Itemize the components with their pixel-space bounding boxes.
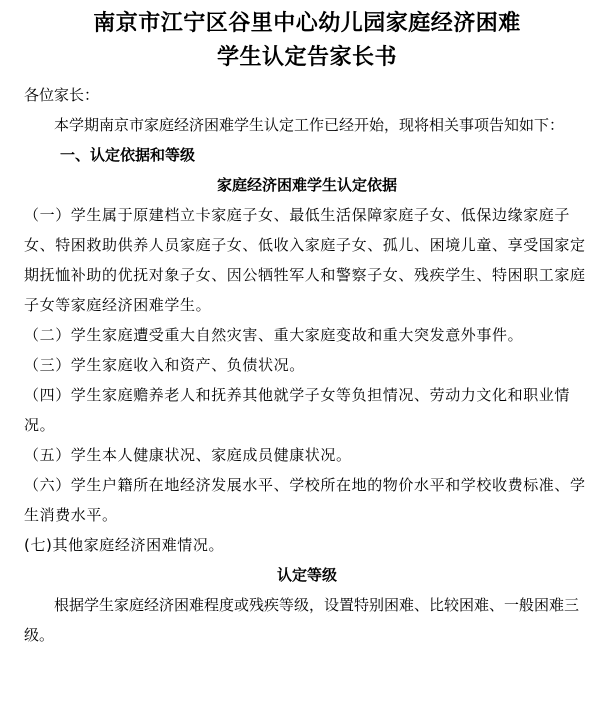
document-title-line-2: 学生认定告家长书 [216,44,397,70]
basis-item-1: （一）学生属于原建档立卡家庭子女、最低生活保障家庭子女、低保边缘家庭子女、特困救助供养人员家庭子女、低收入家庭子女、孤儿、困境儿童、享受国家定期抚恤补助的优抚对象子女、因公牺牲军人和警察子女、残疾学生、特困职工家庭子女等家庭经济困难学生。 [24,206,586,314]
level-paragraph: 根据学生家庭经济困难程度或残疾等级，设置特别困难、比较困难、一般困难三级。 [24,596,580,644]
intro-paragraph: 本学期南京市家庭经济困难学生认定工作已经开始，现将相关事项告知如下： [54,116,565,134]
basis-item-7: (七)其他家庭经济困难情况。 [24,536,225,554]
document-title-line-1: 南京市江宁区谷里中心幼儿园家庭经济困难 [93,10,521,36]
basis-heading: 家庭经济困难学生认定依据 [216,176,397,194]
basis-item-6: （六）学生户籍所在地经济发展水平、学校所在地的物价水平和学校收费标准、学生消费水平。 [24,476,586,524]
basis-item-2: （二）学生家庭遭受重大自然灾害、重大家庭变故和重大突发意外事件。 [24,326,524,344]
basis-item-3: （三）学生家庭收入和资产、负债状况。 [24,356,305,374]
level-heading: 认定等级 [276,566,337,584]
basis-item-4: （四）学生家庭赡养老人和抚养其他就学子女等负担情况、劳动力文化和职业情况。 [24,386,571,434]
section-heading: 一、认定依据和等级 [60,146,196,164]
basis-item-5: （五）学生本人健康状况、家庭成员健康状况。 [24,446,352,464]
greeting: 各位家长： [24,86,100,104]
